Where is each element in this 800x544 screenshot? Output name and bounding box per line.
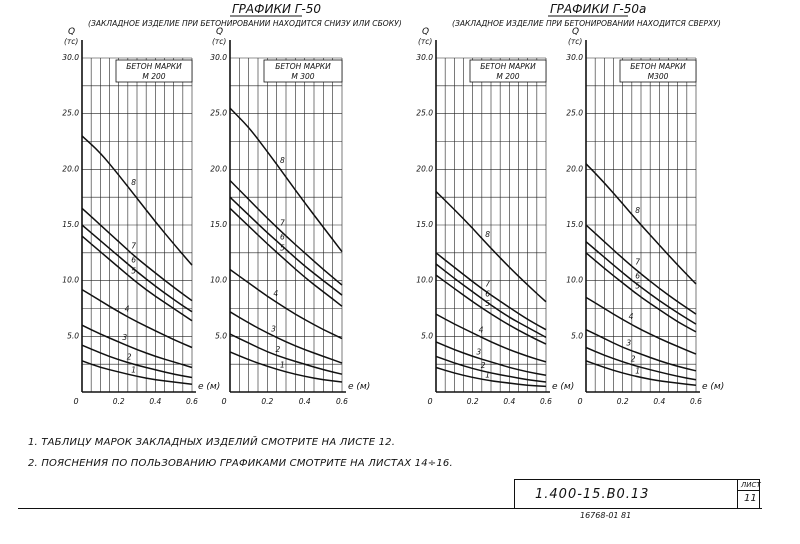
note-1: 1. ТАБЛИЦУ МАРОК ЗАКЛАДНЫХ ИЗДЕЛИЙ СМОТРИТЕ НА ЛИСТЕ 12. — [28, 437, 396, 448]
legend-line-2: М300 — [647, 72, 669, 81]
x-axis-title: е (м) — [552, 382, 575, 392]
curve-label-4: 4 — [628, 312, 634, 322]
document-code: 1.400-15.В0.13 — [535, 487, 650, 502]
x-tick-label: 0.6 — [336, 397, 348, 406]
y-tick-label: 25.0 — [416, 108, 433, 118]
curve-label-2: 2 — [126, 352, 132, 362]
curve-label-5: 5 — [635, 281, 640, 291]
y-tick-label: 20.0 — [210, 164, 227, 174]
curve-label-1: 1 — [280, 360, 285, 370]
x-tick-label: 0.2 — [112, 397, 125, 406]
y-tick-label: 20.0 — [62, 164, 79, 174]
y-axis-title: Q — [572, 27, 580, 37]
chart-3 — [416, 27, 574, 406]
curve-label-7: 7 — [131, 241, 136, 251]
y-axis-unit: (тс) — [212, 37, 227, 46]
y-tick-label: 15.0 — [210, 220, 227, 229]
curve-label-1: 1 — [485, 370, 490, 380]
curve-label-3: 3 — [122, 333, 128, 343]
y-axis-title: Q — [68, 27, 76, 37]
curve-label-2: 2 — [630, 354, 636, 364]
x-tick-label: 0.6 — [690, 397, 702, 406]
y-tick-label: 25.0 — [62, 108, 79, 118]
curve-label-3: 3 — [626, 338, 632, 348]
y-tick-label: 5.0 — [67, 331, 79, 341]
y-axis-title: Q — [216, 27, 224, 37]
x-axis-title: е (м) — [348, 382, 371, 392]
curve-label-6: 6 — [485, 289, 490, 299]
x-tick-label: 0.4 — [298, 397, 311, 406]
y-tick-label: 25.0 — [210, 108, 227, 118]
x-tick-label: 0.2 — [466, 397, 479, 406]
y-tick-label: 15.0 — [416, 220, 433, 229]
y-tick-label: 15.0 — [566, 220, 583, 229]
curve-label-7: 7 — [485, 279, 490, 289]
x-tick-label: 0.6 — [186, 397, 198, 406]
y-tick-label: 30.0 — [210, 53, 227, 62]
chart-4 — [566, 27, 724, 406]
curve-label-8: 8 — [635, 205, 640, 215]
y-tick-label: 25.0 — [566, 108, 583, 118]
x-tick-label: 0.4 — [503, 397, 516, 406]
y-tick-label: 20.0 — [416, 164, 433, 174]
x-tick-label: 0.4 — [149, 397, 162, 406]
y-tick-label: 10.0 — [62, 275, 79, 285]
y-axis-unit: (тс) — [568, 37, 583, 46]
x-tick-label: 0.2 — [616, 397, 629, 406]
x-tick-label: 0.2 — [261, 397, 274, 406]
y-tick-label: 10.0 — [416, 275, 433, 285]
curve-label-5: 5 — [131, 266, 136, 276]
y-tick-label: 10.0 — [566, 275, 583, 285]
y-tick-label: 20.0 — [566, 164, 583, 174]
left-subtitle: (ЗАКЛАДНОЕ ИЗДЕЛИЕ ПРИ БЕТОНИРОВАНИИ НАХОДИТСЯ СНИЗУ ИЛИ СБОКУ) — [88, 19, 402, 28]
origin-label: 0 — [221, 397, 227, 406]
curve-label-7: 7 — [280, 218, 285, 228]
y-tick-label: 15.0 — [62, 220, 79, 229]
y-tick-label: 30.0 — [566, 53, 583, 62]
note-2: 2. ПОЯСНЕНИЯ ПО ПОЛЬЗОВАНИЮ ГРАФИКАМИ СМОТРИТЕ НА ЛИСТАХ 14÷16. — [28, 458, 453, 469]
origin-label: 0 — [427, 397, 433, 406]
legend-line-2: М 300 — [291, 72, 315, 81]
curve-label-3: 3 — [476, 347, 482, 357]
x-axis-title: е (м) — [198, 382, 221, 392]
y-tick-label: 30.0 — [416, 53, 433, 62]
curve-label-8: 8 — [280, 155, 285, 165]
curve-label-3: 3 — [271, 324, 276, 334]
chart-1 — [62, 27, 220, 406]
legend-line-2: М 200 — [142, 72, 166, 81]
sheet-number: 11 — [744, 493, 757, 504]
inventory-number: 16768-01 81 — [580, 511, 632, 520]
curve-label-7: 7 — [635, 257, 640, 267]
curve-label-8: 8 — [131, 178, 136, 188]
y-tick-label: 5.0 — [571, 331, 583, 341]
legend-line-1: БЕТОН МАРКИ — [126, 62, 182, 71]
left-title: ГРАФИКИ Г-50 — [232, 2, 322, 16]
y-tick-label: 5.0 — [215, 331, 227, 341]
legend-line-1: БЕТОН МАРКИ — [480, 62, 536, 71]
origin-label: 0 — [577, 397, 583, 406]
frame-bottom-line — [18, 508, 762, 509]
x-tick-label: 0.4 — [653, 397, 666, 406]
stamp-divider-horizontal — [737, 490, 759, 491]
curve-label-6: 6 — [280, 232, 285, 242]
sheet-label: ЛИСТ — [741, 481, 761, 489]
curve-label-1: 1 — [131, 365, 136, 375]
curve-label-4: 4 — [124, 304, 130, 314]
title-block-stamp — [514, 479, 760, 509]
right-title: ГРАФИКИ Г-50а — [550, 2, 647, 16]
y-tick-label: 30.0 — [62, 53, 79, 62]
y-axis-title: Q — [422, 27, 430, 37]
y-tick-label: 5.0 — [421, 331, 433, 341]
curve-label-2: 2 — [480, 360, 486, 370]
x-axis-title: е (м) — [702, 382, 725, 392]
curve-label-1: 1 — [635, 366, 640, 376]
curve-label-6: 6 — [635, 271, 640, 281]
curve-label-5: 5 — [280, 243, 285, 253]
curve-label-6: 6 — [131, 255, 136, 265]
curve-label-8: 8 — [485, 229, 490, 239]
legend-line-1: БЕТОН МАРКИ — [630, 62, 686, 71]
chart-2 — [210, 27, 370, 406]
legend-line-1: БЕТОН МАРКИ — [275, 62, 331, 71]
y-tick-label: 10.0 — [210, 275, 227, 285]
legend-line-2: М 200 — [496, 72, 520, 81]
y-axis-unit: (тс) — [64, 37, 79, 46]
curve-label-5: 5 — [485, 299, 490, 309]
curve-label-4: 4 — [478, 325, 484, 335]
curve-label-4: 4 — [273, 289, 279, 299]
y-axis-unit: (тс) — [418, 37, 433, 46]
stamp-divider — [737, 480, 738, 508]
curve-label-2: 2 — [275, 344, 281, 354]
x-tick-label: 0.6 — [540, 397, 552, 406]
right-subtitle: (ЗАКЛАДНОЕ ИЗДЕЛИЕ ПРИ БЕТОНИРОВАНИИ НАХОДИТСЯ СВЕРХУ) — [452, 19, 721, 28]
origin-label: 0 — [73, 397, 79, 406]
